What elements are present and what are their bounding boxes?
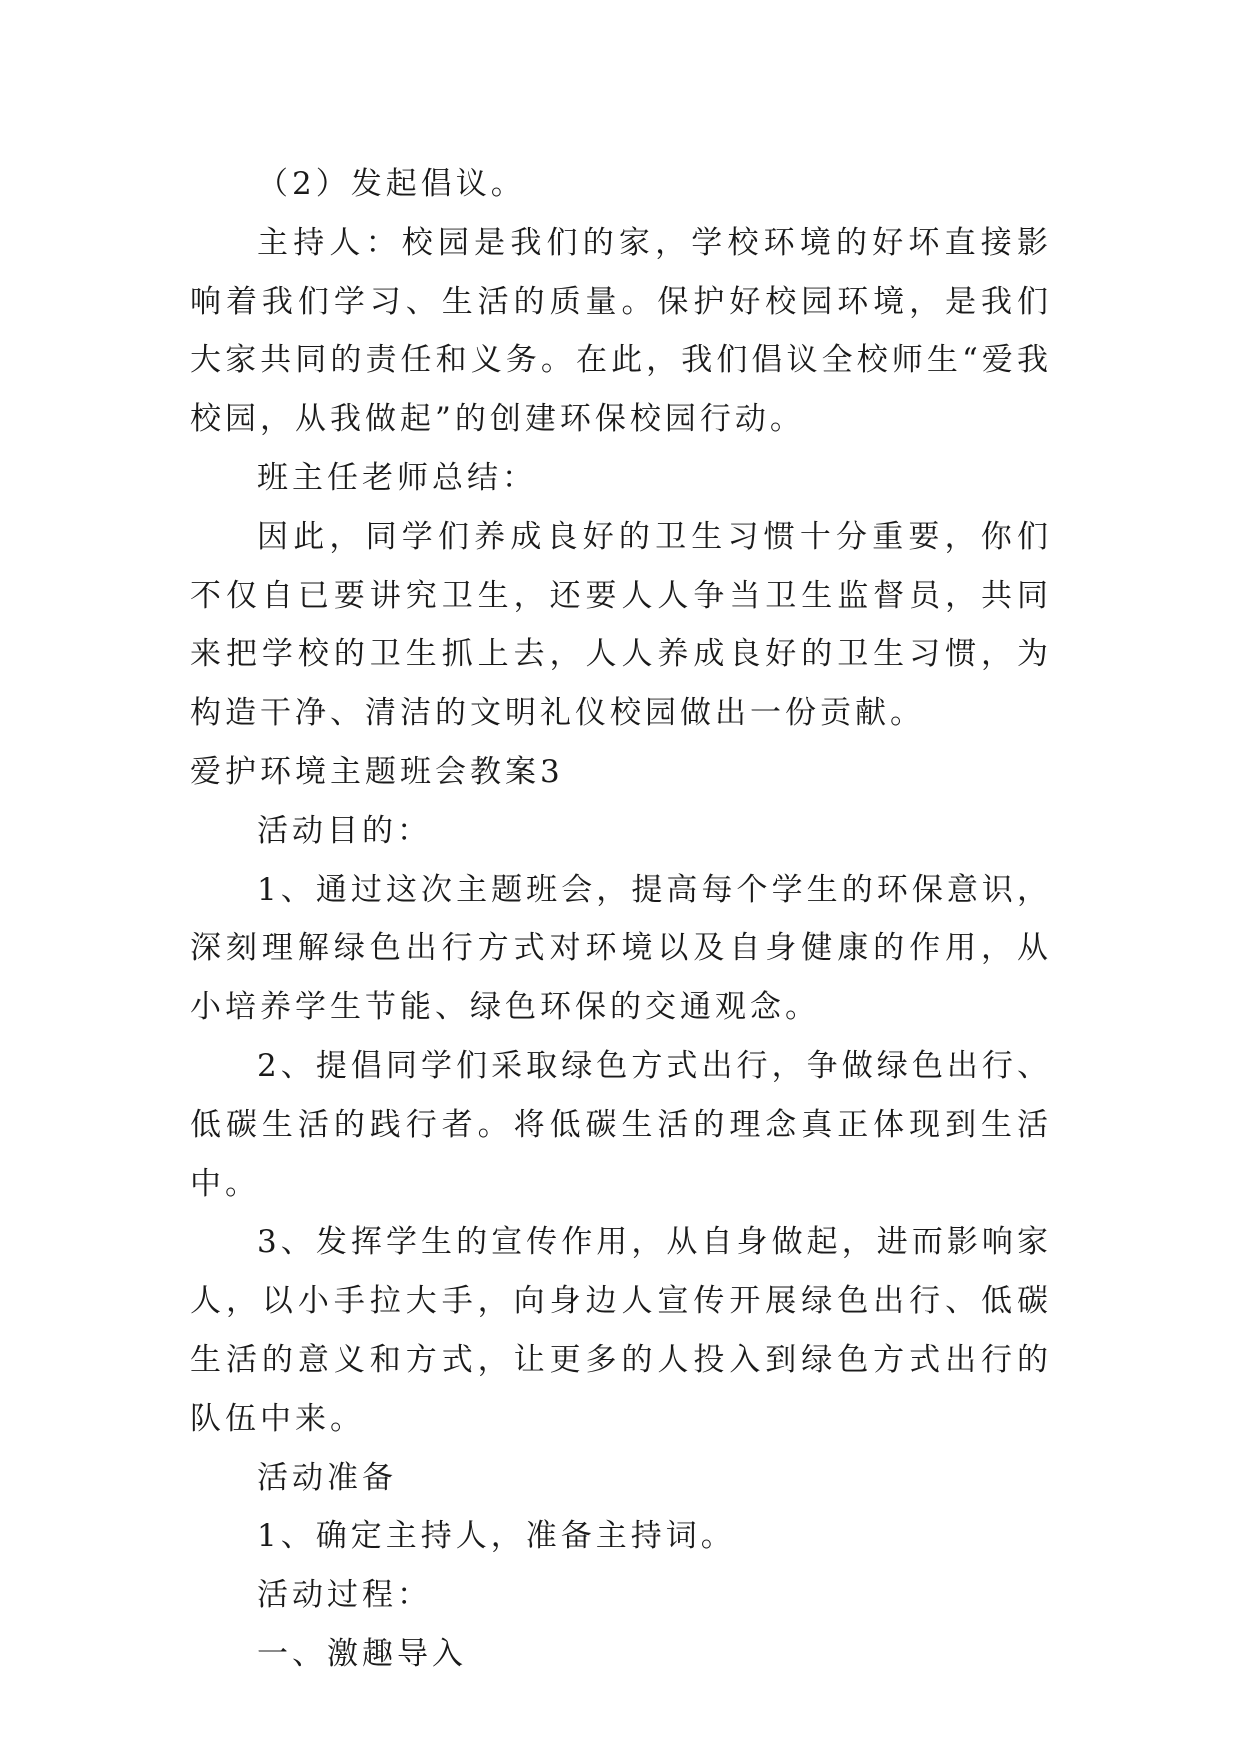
paragraph-process-step-1: 一、激趣导入: [257, 1635, 467, 1672]
document-body: [190, 155, 1052, 1684]
paragraph-teacher-summary-heading: 班主任老师总结：: [257, 459, 537, 496]
paragraph-activity-goal-heading: 活动目的：: [257, 812, 432, 849]
paragraph-preparation-1: 1、确定主持人，准备主持词。: [257, 1518, 736, 1555]
paragraph-preparation-heading: 活动准备: [257, 1459, 397, 1496]
paragraph-teacher-summary: 因此，同学们养成良好的卫生习惯十分重要，你们不仅自已要讲究卫生，还要人人争当卫生监督员，共同来把学校的卫生抓上去，人人养成良好的卫生习惯，为构造干净、清洁的文明礼仪校园做出一份贡献。: [190, 518, 1052, 732]
paragraph-goal-1: 1、通过这次主题班会，提高每个学生的环保意识，深刻理解绿色出行方式对环境以及自身健康的作用，从小培养学生节能、绿色环保的交通观念。: [190, 871, 1052, 1026]
section-title: 爱护环境主题班会教案3: [190, 753, 564, 790]
paragraph-process-heading: 活动过程：: [257, 1577, 432, 1614]
paragraph-goal-3: 3、发挥学生的宣传作用，从自身做起，进而影响家人，以小手拉大手，向身边人宣传开展绿色出行、低碳生活的意义和方式，让更多的人投入到绿色方式出行的队伍中来。: [190, 1224, 1052, 1437]
paragraph-host-speech: 主持人：校园是我们的家，学校环境的好坏直接影响着我们学习、生活的质量。保护好校园环境，是我们大家共同的责任和义务。在此，我们倡议全校师生“爱我校园，从我做起”的创建环保校园行动。: [190, 224, 1052, 438]
paragraph-initiative-heading: （2）发起倡议。: [257, 166, 526, 202]
paragraph-goal-2: 2、提倡同学们采取绿色方式出行，争做绿色出行、低碳生活的践行者。将低碳生活的理念真正体现到生活中。: [190, 1047, 1052, 1202]
